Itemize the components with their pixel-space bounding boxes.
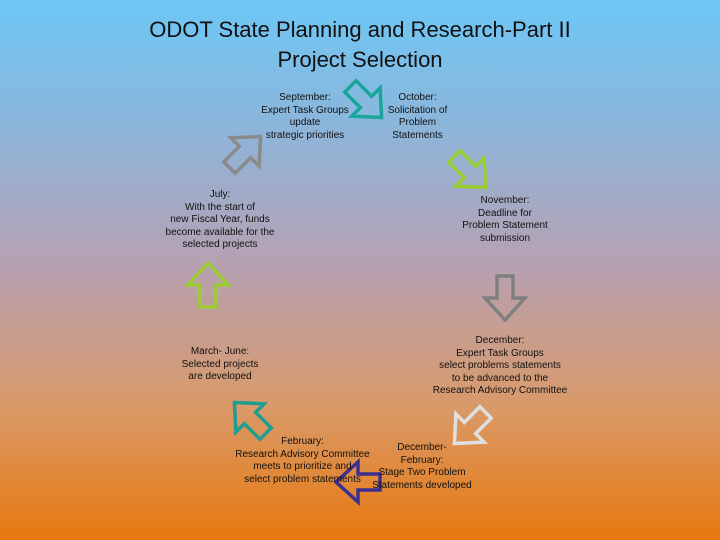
step-december-february: December- February: Stage Two Problem Statements developed: [372, 442, 472, 491]
arrow-december-icon: [485, 276, 525, 320]
step-july: July: With the start of new Fiscal Year, funds become available for the selected projects: [165, 189, 275, 250]
step-october: October: Solicitation of Problem Statements: [387, 92, 448, 141]
title-line-2: Project Selection: [277, 47, 443, 72]
arrow-july-icon: [188, 263, 228, 307]
step-november: November: Deadline for Problem Statement submission: [462, 195, 548, 244]
step-december: December: Expert Task Groups select problems statements to be advanced to the Research Advisory Committee: [432, 335, 568, 396]
step-september: September: Expert Task Groups update strategic priorities: [261, 92, 349, 141]
step-february: February: Research Advisory Committee meets to prioritize and select problem statements: [235, 436, 370, 485]
title-line-1: ODOT State Planning and Research-Part II: [149, 17, 571, 42]
arrow-november-icon: [440, 142, 499, 201]
step-march-june: March- June: Selected projects are developed: [181, 346, 259, 382]
